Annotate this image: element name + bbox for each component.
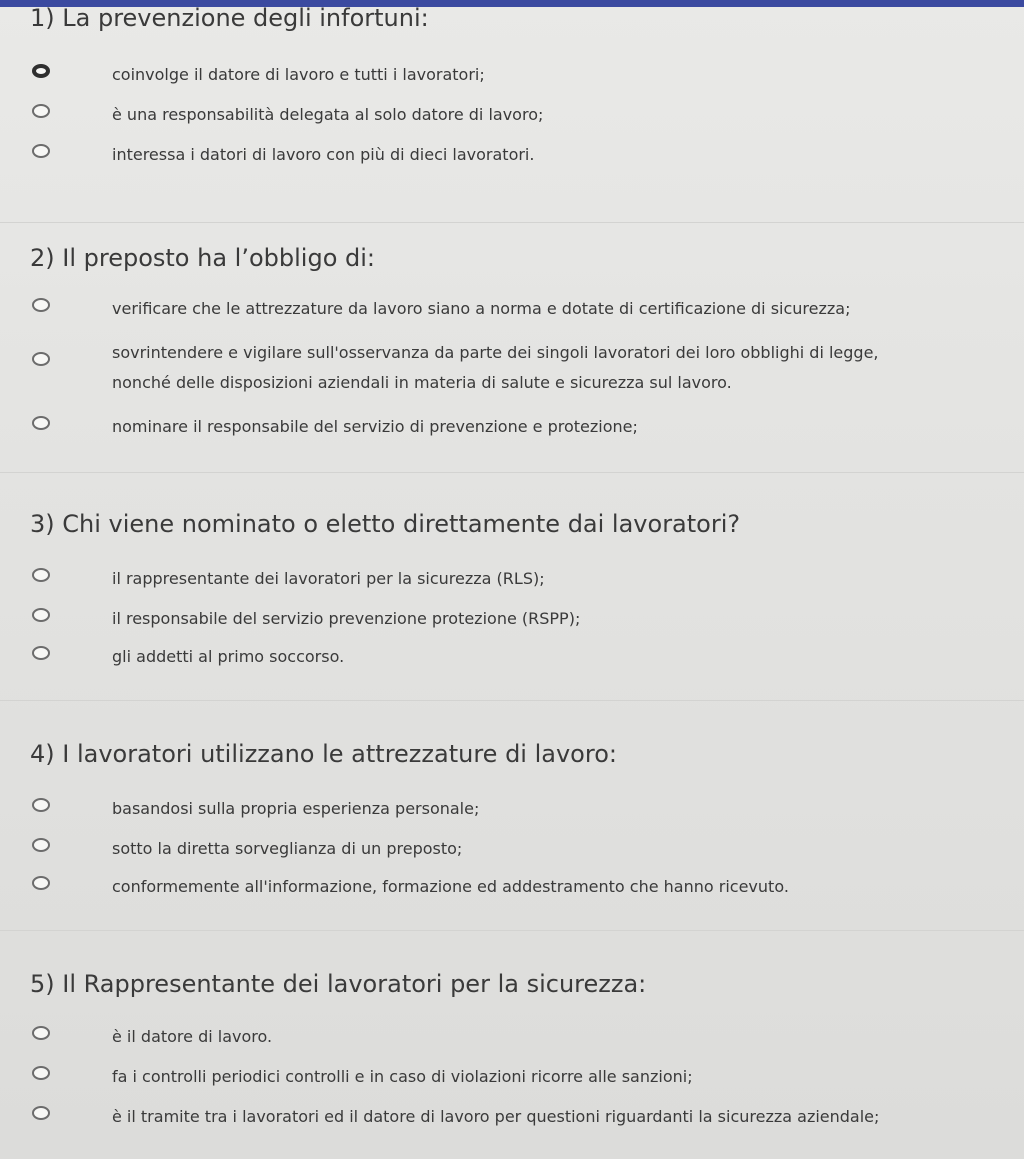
answer-option[interactable]: [0, 568, 1024, 600]
option-label: fa i controlli periodici controlli e in caso di violazioni ricorre alle sanzioni;: [112, 1067, 693, 1086]
radio-button[interactable]: [32, 1106, 50, 1120]
option-label: è il tramite tra i lavoratori ed il datore di lavoro per questioni riguardanti la sicurezza aziendale;: [112, 1107, 880, 1126]
option-label-continued: nonché delle disposizioni aziendali in materia di salute e sicurezza sul lavoro.: [112, 373, 732, 392]
question-title: 3) Chi viene nominato o eletto direttamente dai lavoratori?: [30, 510, 741, 538]
radio-button[interactable]: [32, 838, 50, 852]
option-label: interessa i datori di lavoro con più di dieci lavoratori.: [112, 145, 535, 164]
answer-option[interactable]: [0, 1026, 1024, 1058]
option-label: è una responsabilità delegata al solo datore di lavoro;: [112, 105, 544, 124]
answer-option[interactable]: [0, 1066, 1024, 1098]
option-label: conformemente all'informazione, formazione ed addestramento che hanno ricevuto.: [112, 877, 789, 896]
section-divider: [0, 472, 1024, 473]
answer-option[interactable]: [0, 64, 1024, 96]
question-title: 4) I lavoratori utilizzano le attrezzature di lavoro:: [30, 740, 617, 768]
question-title: 5) Il Rappresentante dei lavoratori per la sicurezza:: [30, 970, 647, 998]
option-label: coinvolge il datore di lavoro e tutti i lavoratori;: [112, 65, 485, 84]
option-label: nominare il responsabile del servizio di prevenzione e protezione;: [112, 417, 638, 436]
radio-button[interactable]: [32, 416, 50, 430]
answer-option[interactable]: [0, 798, 1024, 830]
option-label: il responsabile del servizio prevenzione protezione (RSPP);: [112, 609, 581, 628]
radio-button[interactable]: [32, 1066, 50, 1080]
radio-button[interactable]: [32, 646, 50, 660]
radio-button[interactable]: [32, 798, 50, 812]
radio-button[interactable]: [32, 1026, 50, 1040]
answer-option[interactable]: [0, 838, 1024, 870]
question-title: 1) La prevenzione degli infortuni:: [30, 4, 429, 32]
option-label: gli addetti al primo soccorso.: [112, 647, 345, 666]
option-label: è il datore di lavoro.: [112, 1027, 273, 1046]
section-divider: [0, 700, 1024, 701]
option-label: basandosi sulla propria esperienza personale;: [112, 799, 480, 818]
radio-button[interactable]: [32, 608, 50, 622]
radio-button[interactable]: [32, 876, 50, 890]
radio-button-selected[interactable]: [32, 64, 50, 78]
section-divider: [0, 930, 1024, 931]
section-divider: [0, 222, 1024, 223]
answer-option[interactable]: [0, 608, 1024, 640]
radio-button[interactable]: [32, 352, 50, 366]
answer-option[interactable]: [0, 104, 1024, 136]
answer-option[interactable]: [0, 298, 1024, 330]
answer-option[interactable]: [0, 1106, 1024, 1138]
radio-button[interactable]: [32, 144, 50, 158]
answer-option[interactable]: [0, 343, 1024, 400]
option-label: sotto la diretta sorveglianza di un preposto;: [112, 839, 463, 858]
question-title: 2) Il preposto ha l’obbligo di:: [30, 244, 375, 272]
answer-option[interactable]: [0, 416, 1024, 448]
answer-option[interactable]: [0, 646, 1024, 678]
answer-option[interactable]: [0, 876, 1024, 908]
option-label: sovrintendere e vigilare sull'osservanza da parte dei singoli lavoratori dei loro obblighi di legge,: [112, 343, 879, 362]
option-label: il rappresentante dei lavoratori per la sicurezza (RLS);: [112, 569, 545, 588]
radio-button[interactable]: [32, 104, 50, 118]
radio-button[interactable]: [32, 568, 50, 582]
answer-option[interactable]: [0, 144, 1024, 176]
option-label: verificare che le attrezzature da lavoro siano a norma e dotate di certificazione di sicurezza;: [112, 299, 851, 318]
radio-button[interactable]: [32, 298, 50, 312]
